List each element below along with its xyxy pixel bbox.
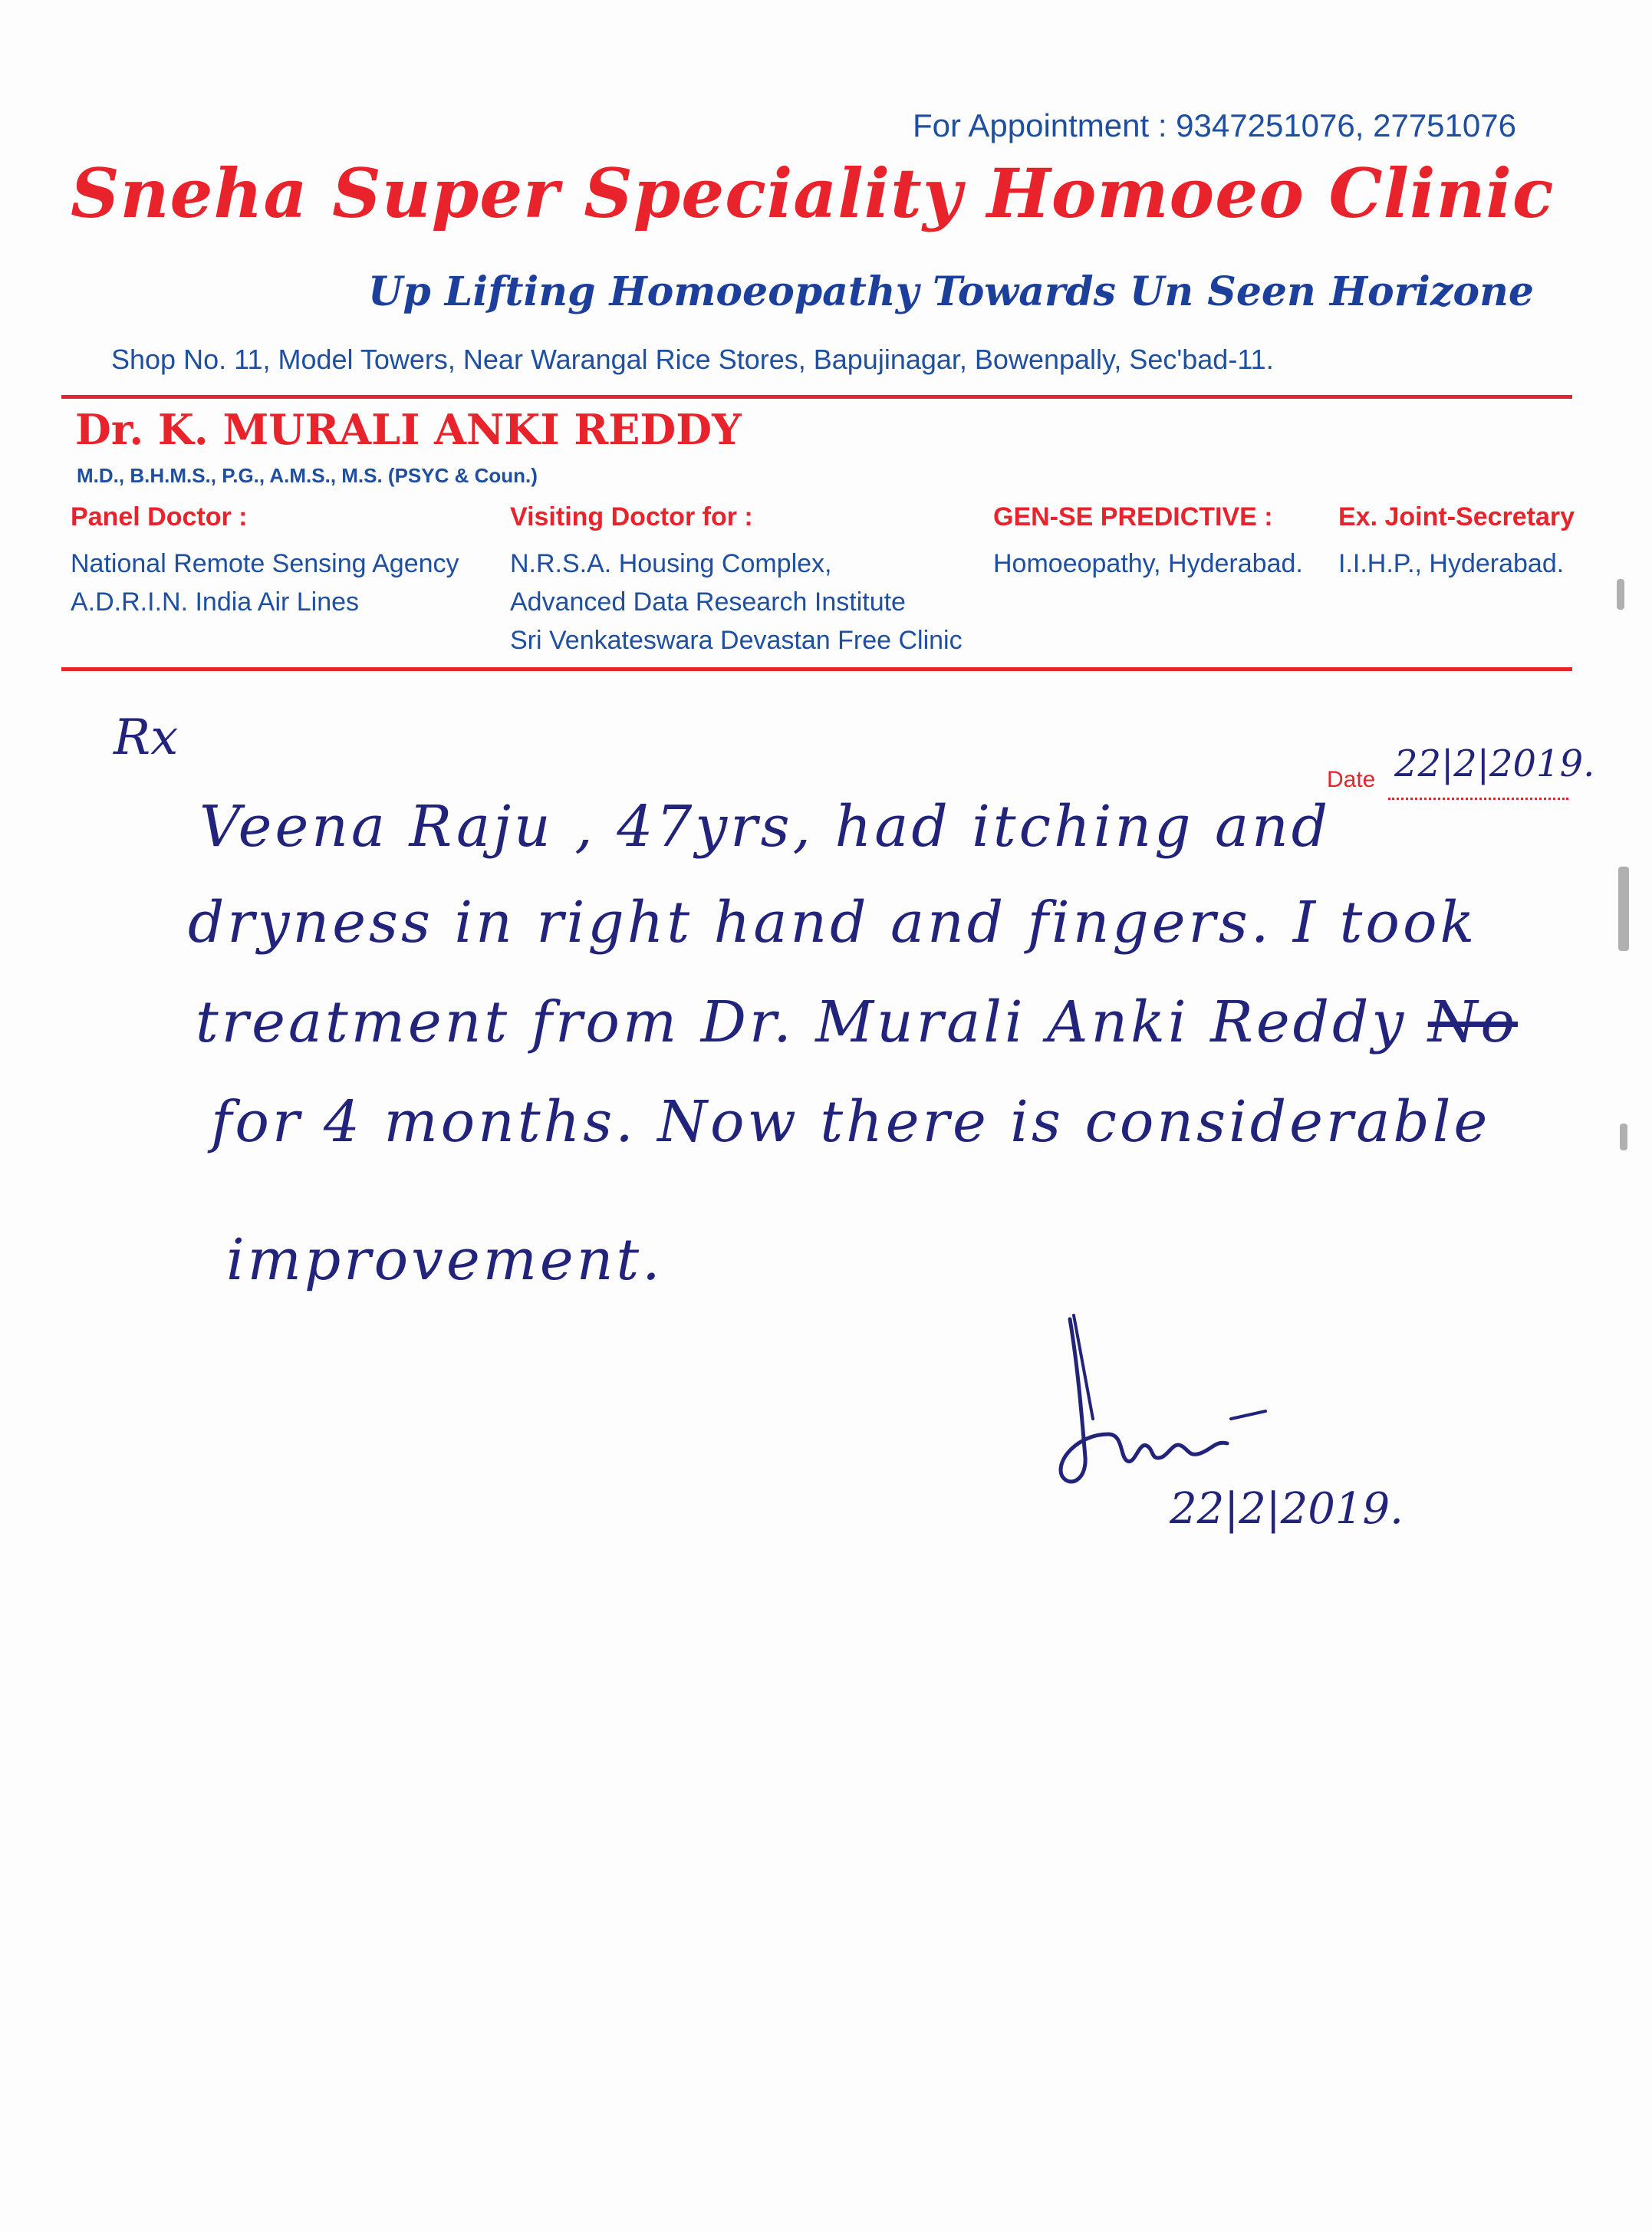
credential-heading: Panel Doctor : xyxy=(71,502,248,531)
rx-symbol: Rx xyxy=(114,709,179,766)
date-label: Date xyxy=(1327,767,1376,792)
struck-text: No xyxy=(1427,989,1519,1055)
scan-mark xyxy=(1618,867,1629,951)
appointment-info: For Appointment : 9347251076, 27751076 xyxy=(913,107,1516,143)
signature-date: 22|2|2019. xyxy=(1170,1484,1404,1534)
credential-line: I.I.H.P., Hyderabad. xyxy=(1338,549,1565,578)
credential-heading: Ex. Joint-Secretary xyxy=(1338,502,1575,531)
header-divider-bottom xyxy=(61,667,1572,671)
handwritten-line: dryness in right hand and fingers. I took xyxy=(188,890,1478,956)
credential-line: N.R.S.A. Housing Complex, xyxy=(510,549,832,578)
doctor-name: Dr. K. MURALI ANKI REDDY xyxy=(75,405,742,454)
credential-joint-secretary xyxy=(1338,502,1575,583)
credential-heading: Visiting Doctor for : xyxy=(510,502,753,531)
date-value: 22|2|2019. xyxy=(1394,742,1595,785)
credential-line: Advanced Data Research Institute xyxy=(510,587,906,617)
handwritten-line: improvement. xyxy=(226,1227,663,1293)
handwritten-text: treatment from Dr. Murali Anki Reddy xyxy=(196,989,1407,1055)
credential-visiting-doctor xyxy=(510,502,963,660)
credential-gen-se-predictive xyxy=(993,502,1303,583)
header-divider-top xyxy=(61,395,1572,399)
credential-line: A.D.R.I.N. India Air Lines xyxy=(71,587,360,617)
handwritten-line: for 4 months. Now there is considerable xyxy=(211,1089,1491,1155)
doctor-degrees: M.D., B.H.M.S., P.G., A.M.S., M.S. (PSYC & Coun.) xyxy=(77,464,538,487)
scan-mark xyxy=(1617,579,1624,610)
clinic-address: Shop No. 11, Model Towers, Near Warangal Rice Stores, Bapujinagar, Bowenpally, Sec'bad-11. xyxy=(111,344,1274,375)
credential-panel-doctor xyxy=(71,502,459,621)
clinic-name: Sneha Super Speciality Homoeo Clinic xyxy=(71,153,1555,233)
clinic-tagline: Up Lifting Homoeopathy Towards Un Seen Horizone xyxy=(368,268,1534,315)
credential-heading: GEN-SE PREDICTIVE : xyxy=(993,502,1273,531)
credential-line: Homoeopathy, Hyderabad. xyxy=(993,549,1303,578)
handwritten-line: Veena Raju , 47yrs, had itching and xyxy=(199,794,1331,860)
handwritten-line xyxy=(196,989,1518,1055)
date-underline xyxy=(1388,798,1568,800)
credential-line: Sri Venkateswara Devastan Free Clinic xyxy=(510,626,963,655)
credential-line: National Remote Sensing Agency xyxy=(71,549,459,578)
scan-mark xyxy=(1620,1124,1627,1150)
